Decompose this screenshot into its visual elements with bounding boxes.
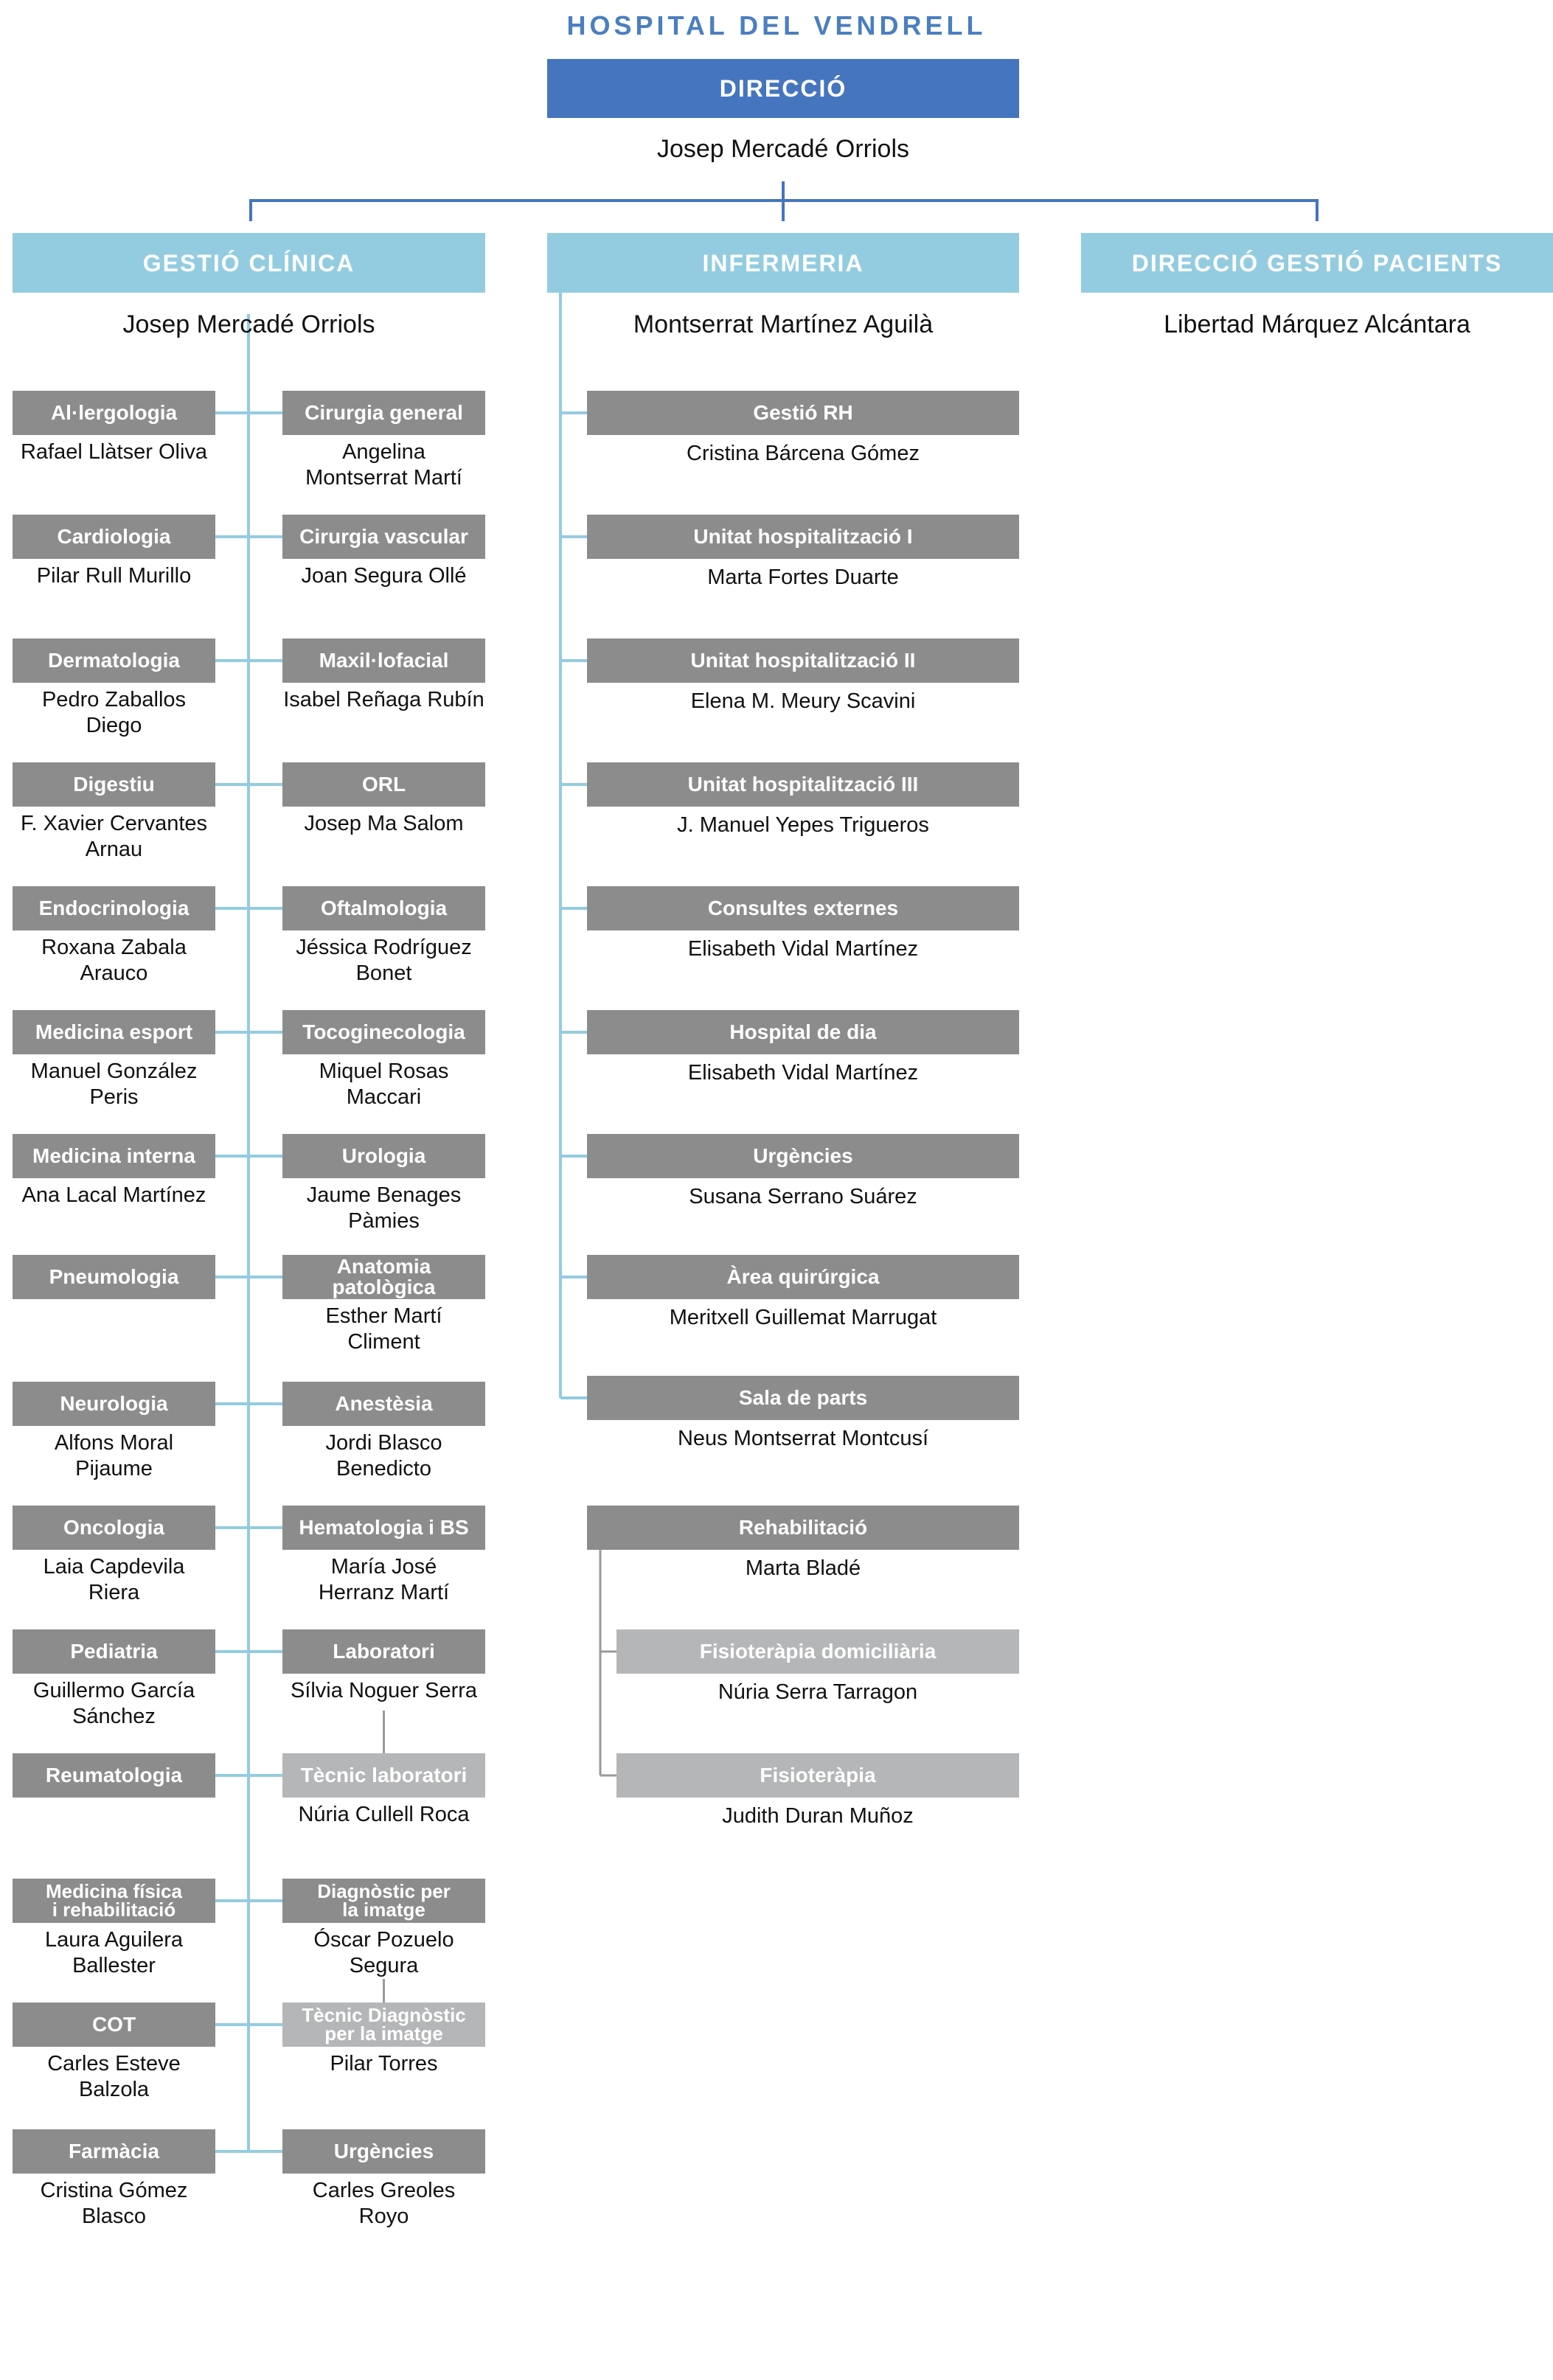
dept-person: Neus Montserrat Montcusí: [677, 1427, 929, 1450]
dept-person: J. Manuel Yepes Trigueros: [677, 813, 929, 837]
division-clinical-person: Josep Mercadé Orriols: [122, 310, 375, 338]
dept-person: Judith Duran Muñoz: [722, 1804, 914, 1828]
dept-box: Laboratori: [282, 1629, 485, 1674]
dept-box: Farmàcia: [13, 2129, 215, 2174]
dept-person: Jéssica Rodríguez Bonet: [296, 936, 472, 985]
dept-person: Cristina Bárcena Gómez: [687, 442, 920, 465]
dept-box: Cirurgia general: [282, 391, 485, 435]
dept-box: Unitat hospitalització II: [587, 639, 1019, 683]
dept-box: Dermatologia: [13, 639, 215, 683]
dept-box: ORL: [282, 762, 485, 807]
dept-box: Consultes externes: [587, 886, 1019, 930]
dept-person: Pedro Zaballos Diego: [41, 688, 187, 737]
sub-dept-box: Tècnic Diagnòstic per la imatge: [282, 2003, 485, 2047]
dept-box: Unitat hospitalització I: [587, 515, 1019, 559]
dept-person: Elisabeth Vidal Martínez: [687, 1061, 919, 1085]
dept-box: Unitat hospitalització III: [587, 762, 1019, 807]
dept-box: Urgències: [587, 1134, 1019, 1178]
dept-box: COT: [13, 2003, 215, 2047]
dept-person: Carles Greoles Royo: [312, 2179, 456, 2228]
dept-box: Cardiologia: [13, 515, 215, 559]
dept-person: Núria Cullell Roca: [298, 1803, 470, 1826]
dept-person: Alfons Moral Pijaume: [54, 1431, 174, 1480]
dept-box: Hospital de dia: [587, 1010, 1019, 1054]
dept-box: Medicina interna: [13, 1134, 215, 1178]
page-title: HOSPITAL DEL VENDRELL: [566, 10, 987, 41]
dept-box: Medicina esport: [13, 1010, 215, 1054]
dept-person: Jordi Blasco Benedicto: [325, 1431, 442, 1480]
dept-person: Jaume Benages Pàmies: [306, 1183, 462, 1233]
dept-box: Al·lergologia: [13, 391, 215, 435]
sub-dept-box: Tècnic laboratori: [282, 1753, 485, 1798]
dept-person: Angelina Montserrat Martí: [305, 440, 462, 490]
dept-box: Hematologia i BS: [282, 1506, 485, 1550]
dept-person: Joan Segura Ollé: [301, 564, 467, 588]
dept-person: Susana Serrano Suárez: [689, 1185, 917, 1208]
dept-person: Sílvia Noguer Serra: [290, 1679, 478, 1702]
dept-person: María José Herranz Martí: [318, 1555, 450, 1604]
dept-person: Elena M. Meury Scavini: [690, 689, 916, 713]
dept-box: Pneumologia: [13, 1255, 215, 1299]
dept-person: Cristina Gómez Blasco: [40, 2179, 188, 2228]
dept-person: Carles Esteve Balzola: [47, 2052, 181, 2101]
dept-person: Óscar Pozuelo Segura: [313, 1928, 454, 1977]
division-clinical-box: GESTIÓ CLÍNICA: [13, 233, 485, 293]
dept-person: Esther Martí Climent: [325, 1304, 442, 1354]
dept-box: Àrea quirúrgica: [587, 1255, 1019, 1299]
dept-person: Laia Capdevila Riera: [43, 1555, 185, 1604]
division-nursing-box: INFERMERIA: [547, 233, 1019, 293]
dept-box: Urologia: [282, 1134, 485, 1178]
direction-box: DIRECCIÓ: [547, 59, 1019, 118]
division-patients-box: DIRECCIÓ GESTIÓ PACIENTS: [1081, 233, 1553, 293]
dept-box: Cirurgia vascular: [282, 515, 485, 559]
dept-person: Pilar Torres: [330, 2052, 438, 2075]
dept-box: Neurologia: [13, 1382, 215, 1426]
dept-box: Rehabilitació: [587, 1506, 1019, 1550]
dept-person: Núria Serra Tarragon: [718, 1680, 918, 1704]
dept-person: Marta Bladé: [745, 1556, 861, 1580]
dept-person: Roxana Zabala Arauco: [41, 936, 187, 985]
dept-box: Oncologia: [13, 1506, 215, 1550]
dept-person: Elisabeth Vidal Martínez: [687, 937, 919, 961]
dept-person: Laura Aguilera Ballester: [44, 1928, 184, 1977]
dept-box: Digestiu: [13, 762, 215, 807]
dept-box: Sala de parts: [587, 1376, 1019, 1420]
sub-dept-box: Fisioteràpia domiciliària: [616, 1629, 1019, 1674]
dept-person: Ana Lacal Martínez: [21, 1183, 206, 1207]
dept-person: Miquel Rosas Maccari: [319, 1059, 449, 1109]
dept-person: F. Xavier Cervantes Arnau: [20, 812, 208, 861]
dept-box: Reumatologia: [13, 1753, 215, 1798]
dept-box: Tocoginecologia: [282, 1010, 485, 1054]
dept-person: Guillermo García Sánchez: [32, 1679, 195, 1728]
division-nursing-person: Montserrat Martínez Aguilà: [633, 310, 934, 338]
dept-box: Anestèsia: [282, 1382, 485, 1426]
dept-person: Rafael Llàtser Oliva: [20, 440, 208, 464]
dept-person: Pilar Rull Murillo: [36, 564, 192, 588]
dept-box: Pediatria: [13, 1629, 215, 1674]
dept-person: Meritxell Guillemat Marrugat: [669, 1306, 937, 1329]
dept-box: Anatomia patològica: [282, 1255, 485, 1299]
dept-person: Josep Ma Salom: [304, 812, 464, 835]
dept-box: Endocrinologia: [13, 886, 215, 930]
sub-dept-box: Fisioteràpia: [616, 1753, 1019, 1798]
dept-box: Diagnòstic per la imatge: [282, 1879, 485, 1923]
dept-person: Manuel González Peris: [30, 1059, 198, 1109]
dept-box: Medicina física i rehabilitació: [13, 1879, 215, 1923]
direction-person: Josep Mercadé Orriols: [656, 135, 909, 163]
dept-box: Gestió RH: [587, 391, 1019, 435]
division-patients-person: Libertad Márquez Alcántara: [1164, 310, 1470, 338]
dept-person: Isabel Reñaga Rubín: [283, 688, 484, 711]
dept-box: Urgències: [282, 2129, 485, 2174]
dept-person: Marta Fortes Duarte: [707, 566, 899, 589]
dept-box: Maxil·lofacial: [282, 639, 485, 683]
dept-box: Oftalmologia: [282, 886, 485, 930]
